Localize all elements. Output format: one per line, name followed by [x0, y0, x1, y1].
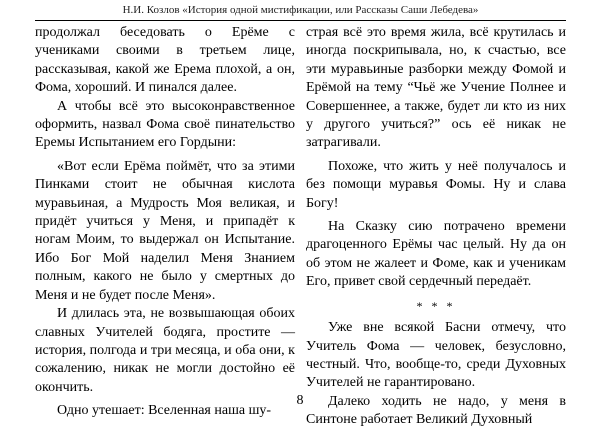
- paragraph: продолжал беседовать о Ерёме с учениками своими в третьем лице, рассказывая, какой же Ерема плохой, а он, Фома, хороший. И пинался далее.: [35, 25, 295, 96]
- paragraph: «Вот если Ерёма поймёт, что за этими Пинками стоит не обычная кислота муравьиная, а Мудрость Моя великая, и придёт учиться у Меня, и припадёт к ногам Моим, то выдержал он Испытание. Ибо Бог Мой наделил Меня Знанием полным, какого не было у смертных до Меня и не будет после Меня».: [35, 158, 295, 303]
- paragraph: На Сказку сию потрачено времени драгоценного Ерёмы час целый. Ну да он об этом не жалеет и Фоме, как и ученикам Его, привет свой сердечный передаёт.: [306, 219, 566, 290]
- section-break: * * *: [416, 298, 456, 313]
- paragraph: Уже вне всякой Басни отмечу, что Учитель Фома — человек, безусловно, честный. Что, вообще-то, среди Духовных Учителей не гарантировано.: [306, 320, 566, 391]
- right-column: [306, 24, 566, 430]
- paragraph: И длилась эта, не возвышающая обоих славных Учителей бодяга, простите — история, полгода и три месяца, и оба они, к сожалению, никак не могли достойно её окончить.: [35, 306, 295, 395]
- header-rule: [35, 20, 566, 21]
- left-column: [35, 24, 295, 421]
- running-header: Н.И. Козлов «История одной мистификации, или Рассказы Саши Лебедева»: [122, 4, 479, 16]
- paragraph: А чтобы всё это высоконравственное оформить, назвал Фома своё пинательство Еремы Испытанием его Гордыни:: [35, 98, 295, 151]
- paragraph: Далеко ходить не надо, у меня в Синтоне работает Великий Духовный: [306, 393, 566, 428]
- page-number: 8: [296, 393, 304, 408]
- paragraph: страя всё это время жила, всё крутилась и иногда поскрипывала, но, к счастью, все эти муравьиные разборки между Фомой и Ерёмой на тему “Чьё же Учение Полнее и Совершеннее, а также, будет ли кто из них у другого учиться?” ось её никак не затрагивали.: [306, 25, 566, 151]
- paragraph: Похоже, что жить у неё получалось и без помощи муравья Фомы. Ну и слава Богу!: [306, 158, 566, 211]
- paragraph: Одно утешает: Вселенная наша шу-: [57, 403, 272, 419]
